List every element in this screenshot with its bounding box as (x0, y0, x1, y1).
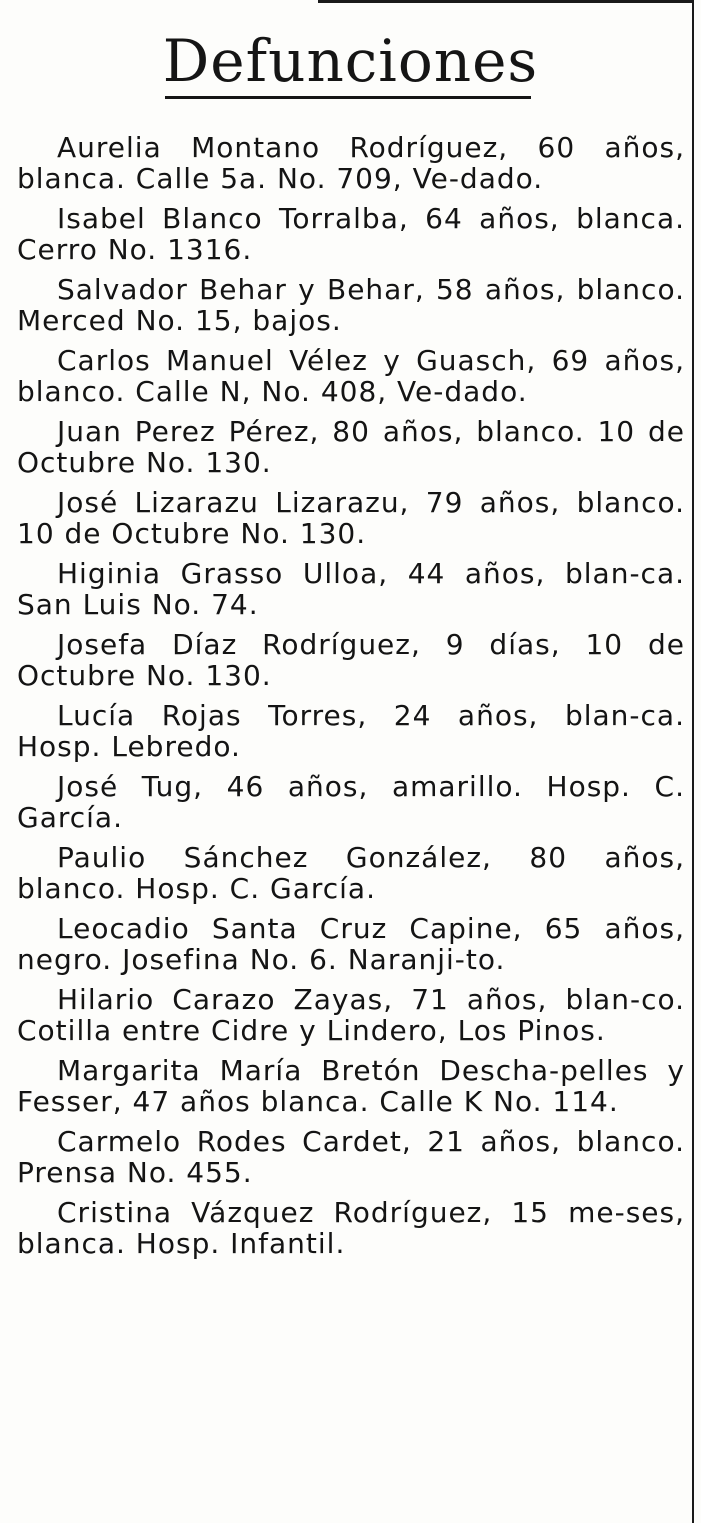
list-item: Higinia Grasso Ulloa, 44 años, blan-ca. San Luis No. 74. (17, 557, 685, 621)
list-item: Cristina Vázquez Rodríguez, 15 me-ses, blanca. Hosp. Infantil. (17, 1196, 685, 1260)
column-rule (692, 0, 694, 1523)
section-title: Defunciones (162, 27, 539, 95)
list-item: Juan Perez Pérez, 80 años, blanco. 10 de Octubre No. 130. (17, 415, 685, 479)
list-item: Josefa Díaz Rodríguez, 9 días, 10 de Octubre No. 130. (17, 628, 685, 692)
list-item: Carlos Manuel Vélez y Guasch, 69 años, blanco. Calle N, No. 408, Ve-dado. (17, 344, 685, 408)
list-item: Aurelia Montano Rodríguez, 60 años, blanca. Calle 5a. No. 709, Ve-dado. (17, 131, 685, 195)
list-item: José Lizarazu Lizarazu, 79 años, blanco. 10 de Octubre No. 130. (17, 486, 685, 550)
list-item: José Tug, 46 años, amarillo. Hosp. C. García. (17, 770, 685, 834)
list-item: Paulio Sánchez González, 80 años, blanco. Hosp. C. García. (17, 841, 685, 905)
top-rule (318, 0, 694, 3)
death-notices-list (17, 132, 685, 1268)
list-item: Leocadio Santa Cruz Capine, 65 años, negro. Josefina No. 6. Naranji-to. (17, 912, 685, 976)
list-item: Lucía Rojas Torres, 24 años, blan-ca. Hosp. Lebredo. (17, 699, 685, 763)
list-item: Salvador Behar y Behar, 58 años, blanco. Merced No. 15, bajos. (17, 273, 685, 337)
list-item: Isabel Blanco Torralba, 64 años, blanca. Cerro No. 1316. (17, 202, 685, 266)
title-underline (165, 96, 531, 99)
list-item: Margarita María Bretón Descha-pelles y Fesser, 47 años blanca. Calle K No. 114. (17, 1054, 685, 1118)
list-item: Hilario Carazo Zayas, 71 años, blan-co. Cotilla entre Cidre y Lindero, Los Pinos. (17, 983, 685, 1047)
list-item: Carmelo Rodes Cardet, 21 años, blanco. Prensa No. 455. (17, 1125, 685, 1189)
